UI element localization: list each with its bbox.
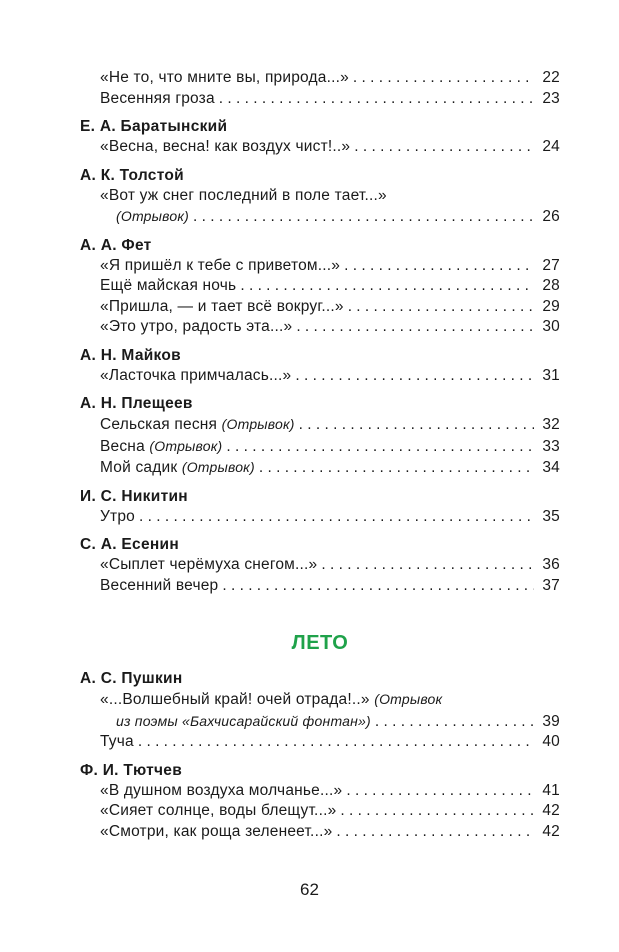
- entry-title-wrap: [116, 206, 189, 228]
- entry-title-wrap: [100, 414, 295, 436]
- entry-title-wrap: [100, 68, 349, 89]
- entry-page-number: 33: [542, 437, 560, 455]
- entry-title: «Я пришёл к тебе с приветом...»: [100, 256, 341, 274]
- entry-title: Весенний вечер: [100, 576, 219, 594]
- toc-entry: [80, 276, 560, 297]
- dot-leader: [138, 732, 534, 753]
- table-of-contents: [80, 68, 560, 850]
- dot-leader: [336, 822, 534, 843]
- entry-title-wrap: [100, 457, 255, 479]
- entry-page-number: 30: [542, 318, 560, 335]
- toc-entry: [80, 206, 560, 228]
- dot-leader: [193, 207, 534, 228]
- entry-page-number: 35: [542, 507, 560, 525]
- dot-leader: [354, 137, 534, 158]
- entry-page-number: 26: [542, 208, 560, 225]
- toc-section: [80, 236, 560, 338]
- entry-title-wrap: [100, 366, 291, 387]
- entry-title-wrap: [100, 89, 215, 110]
- dot-leader: [222, 576, 534, 597]
- toc-entry: [80, 137, 560, 158]
- entry-title: Весна: [100, 437, 145, 455]
- toc-entry: [80, 297, 560, 318]
- entry-title-wrap: [100, 317, 292, 338]
- toc-entry: [80, 89, 560, 110]
- toc-section: [80, 761, 560, 843]
- entry-title: «...Волшебный край! очей отрада!..»: [100, 691, 370, 708]
- entry-page-number: 31: [542, 366, 560, 384]
- toc-entry: [80, 507, 560, 528]
- entry-note: (Отрывок): [116, 208, 190, 224]
- entry-title-wrap: [100, 576, 218, 597]
- toc-entry: [80, 414, 560, 436]
- entry-title: Сельская песня: [100, 416, 218, 433]
- toc-entry: [80, 366, 560, 387]
- entry-title: «Смотри, как роща зеленеет...»: [100, 822, 333, 840]
- toc-section: [80, 487, 560, 528]
- entry-title-wrap: [100, 507, 135, 528]
- dot-leader: [375, 712, 534, 733]
- entry-title-wrap: [100, 137, 350, 158]
- toc-entry: [80, 457, 560, 479]
- entry-title-wrap: [100, 732, 134, 753]
- entry-title-wrap: [100, 256, 340, 277]
- toc-entry: [80, 256, 560, 277]
- dot-leader: [353, 68, 534, 89]
- toc-entry: [80, 801, 560, 822]
- toc-entry: [80, 317, 560, 338]
- author-name: А. К. Толстой: [80, 166, 184, 184]
- entry-title: «В душном воздуха молчанье...»: [100, 781, 343, 799]
- entry-note: (Отрывок: [374, 691, 443, 707]
- entry-title-wrap: [100, 436, 222, 458]
- entry-page-number: 37: [542, 576, 560, 594]
- entry-note: из поэмы «Бахчисарайский фонтан»): [116, 712, 371, 729]
- entry-page-number: 22: [542, 69, 560, 86]
- toc-entry: [80, 732, 560, 753]
- dot-leader: [348, 297, 534, 318]
- dot-leader: [259, 458, 534, 479]
- dot-leader: [226, 437, 534, 458]
- toc-entry: [80, 822, 560, 843]
- dot-leader: [340, 801, 534, 822]
- dot-leader: [299, 415, 534, 436]
- entry-title: «Пришла, — и тает всё вокруг...»: [100, 297, 344, 315]
- entry-page-number: 34: [542, 459, 560, 476]
- dot-leader: [295, 366, 534, 387]
- entry-title-wrap: [100, 186, 387, 207]
- entry-title-wrap: [100, 781, 342, 802]
- toc-entry: [80, 711, 560, 733]
- entry-page-number: 42: [542, 802, 560, 819]
- dot-leader: [139, 507, 534, 528]
- entry-title: «Вот уж снег последний в поле тает...»: [100, 186, 387, 204]
- toc-section: [80, 68, 560, 109]
- entry-title: Мой садик: [100, 459, 178, 476]
- author-name: Е. А. Баратынский: [80, 118, 228, 135]
- entry-page-number: 39: [542, 712, 560, 730]
- entry-page-number: 23: [542, 89, 560, 107]
- dot-leader: [321, 555, 534, 576]
- entry-title: «Весна, весна! как воздух чист!..»: [100, 138, 351, 155]
- dot-leader: [296, 317, 534, 338]
- toc-section: [80, 669, 560, 753]
- author-name: А. Н. Плещеев: [80, 395, 193, 412]
- season-heading: ЛЕТО: [291, 632, 349, 654]
- entry-title: «Это утро, радость эта...»: [100, 318, 293, 335]
- toc-section: [80, 394, 560, 479]
- dot-leader: [219, 89, 534, 110]
- entry-note: (Отрывок): [181, 459, 255, 475]
- toc-entry: [80, 436, 560, 458]
- entry-title-wrap: [100, 822, 332, 843]
- dot-leader: [240, 276, 534, 297]
- entry-title-wrap: [100, 801, 336, 822]
- toc-sections-summer: [80, 669, 560, 842]
- entry-page-number: 36: [542, 556, 560, 573]
- entry-page-number: 24: [542, 138, 560, 155]
- entry-title-wrap: [100, 689, 442, 711]
- entry-title: «Не то, что мните вы, природа...»: [100, 69, 349, 86]
- entry-page-number: 32: [542, 416, 560, 433]
- dot-leader: [344, 256, 534, 277]
- entry-title-wrap: [100, 297, 344, 318]
- page-number: 62: [300, 880, 319, 899]
- entry-title-wrap: [100, 276, 236, 297]
- toc-section: [80, 535, 560, 596]
- entry-title-wrap: [116, 711, 371, 733]
- toc-section: [80, 166, 560, 228]
- entry-page-number: 40: [542, 733, 560, 750]
- toc-entry: [80, 555, 560, 576]
- entry-note: (Отрывок): [221, 416, 295, 432]
- toc-section: [80, 346, 560, 387]
- toc-entry: [80, 781, 560, 802]
- toc-entry: [80, 576, 560, 597]
- author-name: А. С. Пушкин: [80, 670, 183, 687]
- entry-page-number: 42: [542, 822, 560, 840]
- author-name: А. Н. Майков: [80, 346, 182, 364]
- entry-title: Утро: [100, 507, 135, 525]
- entry-page-number: 29: [542, 297, 560, 315]
- toc-section: [80, 117, 560, 158]
- toc-entry: [80, 689, 560, 711]
- author-name: Ф. И. Тютчев: [80, 761, 183, 779]
- toc-entry: [80, 68, 560, 89]
- dot-leader: [346, 781, 534, 802]
- entry-title: Ещё майская ночь: [100, 277, 237, 294]
- entry-page-number: 28: [542, 277, 560, 294]
- entry-title-wrap: [100, 555, 317, 576]
- entry-page-number: 27: [542, 256, 560, 274]
- entry-page-number: 41: [542, 781, 560, 799]
- entry-title: Весенняя гроза: [100, 89, 215, 107]
- entry-title: «Сияет солнце, воды блещут...»: [100, 802, 337, 819]
- entry-note: (Отрывок): [149, 437, 223, 454]
- entry-title: «Ласточка примчалась...»: [100, 366, 292, 384]
- toc-sections-spring: [80, 68, 560, 596]
- toc-entry: [80, 186, 560, 207]
- author-name: А. А. Фет: [80, 236, 152, 254]
- entry-title: Туча: [100, 733, 134, 750]
- author-name: С. А. Есенин: [80, 536, 180, 553]
- entry-title: «Сыплет черёмуха снегом...»: [100, 556, 318, 573]
- author-name: И. С. Никитин: [80, 487, 188, 505]
